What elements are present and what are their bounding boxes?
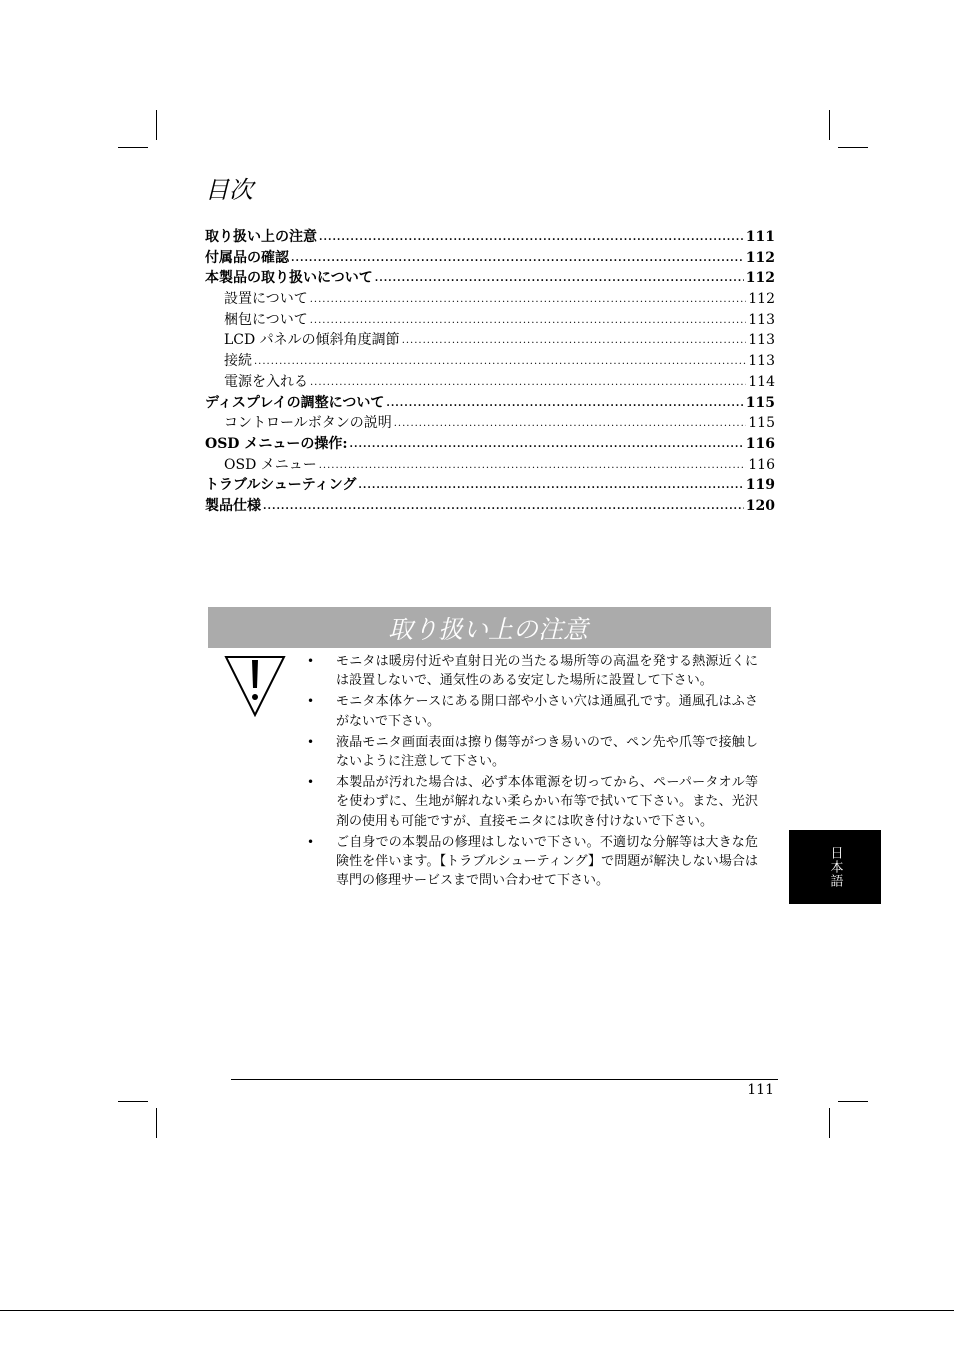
toc-entry-label: OSD メニュー xyxy=(224,456,317,473)
toc-entry-page: 112 xyxy=(745,270,775,287)
toc-entry-label: 本製品の取り扱いについて xyxy=(205,270,373,287)
crop-mark xyxy=(838,147,868,148)
toc-entry-label: トラブルシューティング xyxy=(205,477,357,494)
list-item-text: 液晶モニタ画面表面は擦り傷等がつき易いので、ペン先や爪等で接触しないように注意して下さい。 xyxy=(336,734,758,770)
toc-entry-label: ディスプレイの調整について xyxy=(205,394,385,411)
bullet-icon: • xyxy=(307,694,315,709)
language-tab-label: 日本語 xyxy=(827,846,843,888)
section-title: 取り扱い上の注意 xyxy=(388,614,589,644)
toc-subentry[interactable] xyxy=(205,455,775,476)
crop-mark xyxy=(118,147,148,148)
toc-entry-page: 113 xyxy=(748,353,775,370)
toc-entry-label: コントロールボタンの説明 xyxy=(224,415,392,432)
toc-entry-page: 111 xyxy=(745,229,775,245)
warning-icon xyxy=(224,655,286,717)
list-item xyxy=(302,733,758,772)
toc-subentry[interactable] xyxy=(205,372,775,393)
toc-subentry[interactable] xyxy=(205,310,775,331)
toc-entry[interactable] xyxy=(205,475,775,496)
toc-subentry[interactable] xyxy=(205,413,775,434)
list-item xyxy=(302,692,758,731)
crop-mark xyxy=(156,110,157,140)
toc-entry-label: 梱包について xyxy=(224,311,308,328)
section-banner xyxy=(208,607,771,648)
toc-entry-page: 116 xyxy=(745,435,775,452)
toc-entry-page: 113 xyxy=(748,311,775,328)
bullet-icon: • xyxy=(307,654,315,668)
toc-entry-page: 116 xyxy=(748,456,775,473)
toc-entry-label: 付属品の確認 xyxy=(205,249,289,266)
page-number: 111 xyxy=(747,1082,774,1098)
table-of-contents xyxy=(205,227,775,517)
language-tab xyxy=(789,830,881,904)
toc-entry-label: 電源を入れる xyxy=(224,373,308,390)
bullet-icon: • xyxy=(307,775,315,790)
list-item-text: ご自身での本製品の修理はしないで下さい。不適切な分解等は大きな危険性を伴います。【トラブルシューティング】で問題が解決しない場合は専門の修理サービスまで問い合わせて下さい。 xyxy=(336,834,758,889)
toc-entry-page: 119 xyxy=(745,477,775,494)
list-item xyxy=(302,652,758,691)
toc-subentry[interactable] xyxy=(205,289,775,310)
toc-entry-label: LCD パネルの傾斜角度調節 xyxy=(224,332,400,349)
toc-entry-page: 115 xyxy=(745,394,775,411)
toc-entry-page: 120 xyxy=(745,497,775,514)
crop-mark xyxy=(829,110,830,140)
bullet-icon: • xyxy=(307,734,315,749)
bullet-icon: • xyxy=(307,834,315,849)
toc-entry-page: 113 xyxy=(748,332,775,349)
toc-entry-label: 設置について xyxy=(224,291,308,308)
list-item xyxy=(302,833,758,891)
toc-entry[interactable] xyxy=(205,496,775,517)
toc-title: 目次 xyxy=(205,176,253,204)
list-item-text: モニタ本体ケースにある開口部や小さい穴は通風孔です。通風孔はふさがないで下さい。 xyxy=(336,694,758,729)
toc-entry[interactable] xyxy=(205,227,775,248)
list-item-text: 本製品が汚れた場合は、必ず本体電源を切ってから、ペーパータオル等を使わずに、生地が解れない柔らかい布等で拭いて下さい。また、光沢剤の使用も可能ですが、直接モニタには吹き付けないで下さい。 xyxy=(336,775,758,829)
precautions-list xyxy=(302,652,758,893)
toc-subentry[interactable] xyxy=(205,351,775,372)
crop-mark xyxy=(118,1101,148,1102)
crop-mark xyxy=(829,1108,830,1138)
crop-mark xyxy=(838,1101,868,1102)
toc-entry-label: 取り扱い上の注意 xyxy=(205,229,317,245)
footer-divider xyxy=(231,1079,778,1080)
crop-mark xyxy=(156,1108,157,1138)
page-edge-divider xyxy=(0,1310,954,1311)
toc-entry-label: OSD メニューの操作: xyxy=(205,435,348,452)
toc-entry[interactable] xyxy=(205,393,775,414)
toc-entry-label: 製品仕様 xyxy=(205,497,261,514)
toc-entry-label: 接続 xyxy=(224,353,252,370)
toc-entry[interactable] xyxy=(205,434,775,455)
toc-entry-page: 112 xyxy=(748,291,775,308)
list-item xyxy=(302,773,758,831)
list-item-text: モニタは暖房付近や直射日光の当たる場所等の高温を発する熱源近くには設置しないで、通気性のある安定した場所に設置して下さい。 xyxy=(336,654,758,689)
toc-entry[interactable] xyxy=(205,268,775,289)
toc-entry-page: 114 xyxy=(748,373,775,390)
toc-entry-page: 112 xyxy=(745,249,775,266)
toc-entry[interactable] xyxy=(205,248,775,269)
toc-entry-page: 115 xyxy=(748,415,775,432)
toc-subentry[interactable] xyxy=(205,330,775,351)
